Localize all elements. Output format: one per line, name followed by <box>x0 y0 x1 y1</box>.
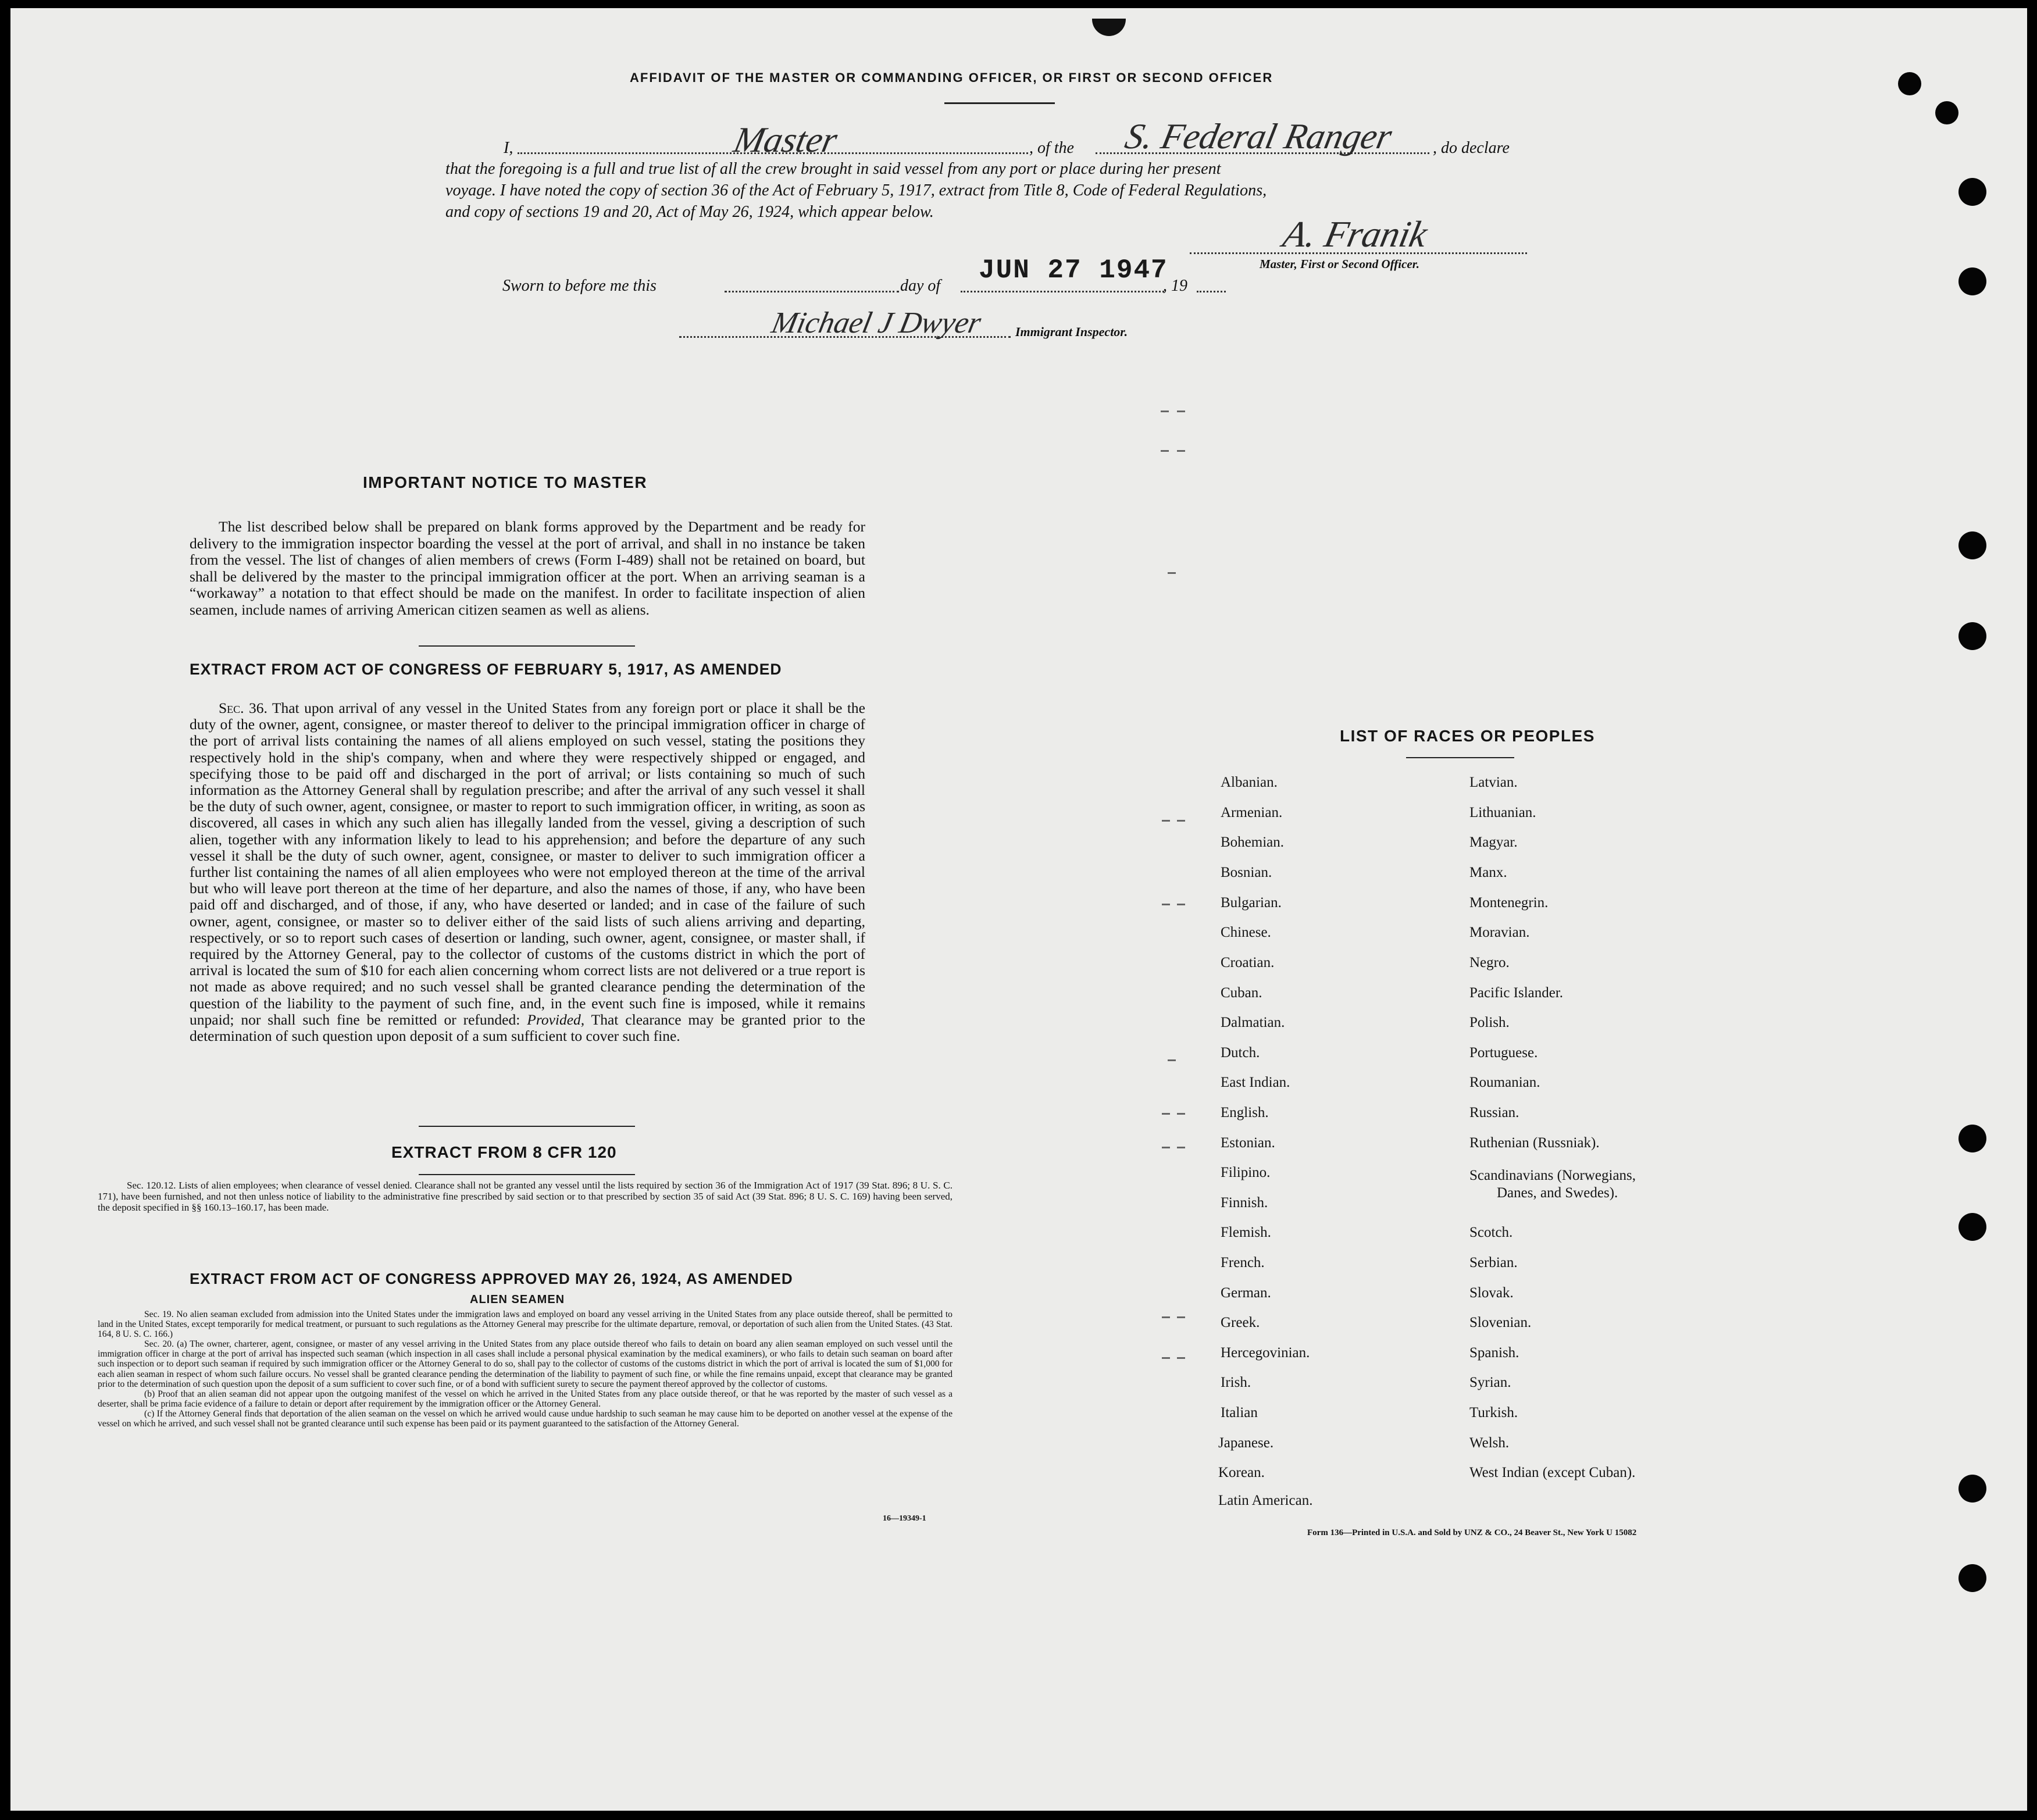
race-item: Danes, and Swedes). <box>1497 1185 1618 1201</box>
sec-20c-para: (c) If the Attorney General finds that deportation of the alien seaman on the vessel on which he arrived would cause undue hardship to such seaman he may cause him to be deported on another vessel at the expense of the vessel on which he arrived, and such vessel shall not be granted clearance until such expense has been paid or its payment guaranteed to the satisfaction of the Attorney General. <box>98 1408 952 1429</box>
notice-text <box>190 519 865 619</box>
declare-label: , do declare <box>1433 139 1510 157</box>
of-the-label: , of the <box>1029 139 1074 157</box>
dash-mark <box>1162 820 1170 822</box>
punch-hole <box>1935 101 1958 124</box>
race-item: Portuguese. <box>1469 1045 1538 1061</box>
race-item: Lithuanian. <box>1469 805 1536 820</box>
race-item: Finnish. <box>1221 1195 1268 1211</box>
race-item: Slovenian. <box>1469 1315 1532 1330</box>
extract-1924-title: EXTRACT FROM ACT OF CONGRESS APPROVED MAY 26, 1924, AS AMENDED <box>190 1270 793 1287</box>
affidavit-line-2: that the foregoing is a full and true list of all the crew brought in said vessel from any port or place during her present <box>445 160 1221 178</box>
race-item: Scotch. <box>1469 1225 1513 1240</box>
scan-blot <box>1092 19 1126 36</box>
race-item: Ruthenian (Russniak). <box>1469 1135 1600 1151</box>
races-title-rule <box>1406 757 1514 758</box>
sec-20b-para: (b) Proof that an alien seaman did not appear upon the outgoing manifest of the vessel on which he arrived in the United States from any place outside thereof, or that he was reported by the master of such vessel as a deserter, shall be prima facie evidence of a failure to detain or deport after requirement by the immigration officer or the Attorney General. <box>98 1389 952 1409</box>
form-footer: Form 136—Printed in U.S.A. and Sold by UNZ & CO., 24 Beaver St., New York U 15082 <box>1307 1528 1637 1537</box>
dash-mark <box>1162 1357 1170 1359</box>
extract-cfr-title-rule <box>419 1174 635 1175</box>
master-name-handwritten: Master <box>730 120 841 160</box>
race-item: Manx. <box>1469 865 1507 880</box>
race-item: Syrian. <box>1469 1375 1511 1390</box>
notice-title: IMPORTANT NOTICE TO MASTER <box>363 473 648 491</box>
sworn-year-line <box>1197 291 1226 292</box>
extract-1924-subtitle: ALIEN SEAMEN <box>470 1293 565 1306</box>
date-stamp: JUN 27 1947 <box>979 255 1168 286</box>
race-item: Slovak. <box>1469 1285 1514 1301</box>
race-item: Croatian. <box>1221 955 1275 970</box>
dash-mark <box>1161 450 1169 452</box>
affidavit-line-3: voyage. I have noted the copy of section 36 of the Act of February 5, 1917, extract from Title 8, Code of Federal Regulations, <box>445 181 1267 199</box>
race-item: Polish. <box>1469 1015 1510 1030</box>
dash-mark <box>1162 904 1170 905</box>
dash-mark <box>1162 1147 1170 1148</box>
race-item: West Indian (except Cuban). <box>1469 1465 1636 1480</box>
punch-hole <box>1898 72 1921 95</box>
race-item: Irish. <box>1221 1375 1251 1390</box>
race-item: Estonian. <box>1221 1135 1275 1151</box>
sworn-label: Sworn to before me this <box>502 277 657 295</box>
officer-caption: Master, First or Second Officer. <box>1260 257 1419 271</box>
sec-120-12-text: Lists of alien employees; when clearance of vessel denied. Clearance shall not be granted any vessel until the lists required by section 36 of the Immigration Act of 1917 (39 Stat. 896; 8 U. S. C. 171), have been furnished, and not then unless notice of liability to the administrative fine prescribed by said section or to that prescribed by section 35 of said Act (39 Stat. 896; 8 U. S. C. 169) having been served, the deposit specified in §§ 160.13–160.17, has been made. <box>98 1180 953 1213</box>
punch-hole <box>1958 1125 1986 1152</box>
extract-1917-title: EXTRACT FROM ACT OF CONGRESS OF FEBRUARY 5, 1917, AS AMENDED <box>190 661 782 678</box>
extract-cfr-text <box>98 1180 952 1213</box>
dash-mark <box>1177 1357 1185 1359</box>
affidavit-line-4: and copy of sections 19 and 20, Act of May 26, 1924, which appear below. <box>445 203 934 221</box>
affidavit-i-label: I, <box>504 139 513 157</box>
sec-20a-para <box>98 1339 952 1389</box>
inspector-caption: Immigrant Inspector. <box>1015 324 1128 339</box>
race-item: Spanish. <box>1469 1345 1519 1361</box>
race-item: Korean. <box>1218 1465 1265 1480</box>
race-item: Negro. <box>1469 955 1510 970</box>
dash-mark <box>1162 1113 1170 1115</box>
race-item: Dutch. <box>1221 1045 1260 1061</box>
races-title: LIST OF RACES OR PEOPLES <box>1340 727 1595 745</box>
dash-mark <box>1177 1316 1185 1318</box>
extract-1917-text <box>190 700 865 1044</box>
dash-mark <box>1177 411 1185 412</box>
punch-hole <box>1958 267 1986 295</box>
race-item: Russian. <box>1469 1105 1519 1120</box>
race-item: Greek. <box>1221 1315 1260 1330</box>
dash-mark <box>1168 572 1176 574</box>
punch-hole <box>1958 622 1986 650</box>
form-code: 16—19349-1 <box>883 1514 926 1523</box>
punch-hole <box>1958 178 1986 206</box>
sec-19-text: No alien seaman excluded from admission into the United States under the immigration laws and employed on board any vessel arriving in the United States from any place outside thereof, shall be permitted to land in the United States, except temporarily for medical treatment, or pursuant to such regulations as the Attorney General may prescribe for the ultimate departure, removal, or deportation of such alien from the United States. (43 Stat. 164, 8 U. S. C. 166.) <box>98 1309 952 1340</box>
extract-cfr-title: EXTRACT FROM 8 CFR 120 <box>391 1143 617 1161</box>
dash-mark <box>1177 1147 1185 1148</box>
race-item: Roumanian. <box>1469 1075 1540 1090</box>
race-item: Hercegovinian. <box>1221 1345 1310 1361</box>
race-item: Cuban. <box>1221 985 1262 1001</box>
race-item: Pacific Islander. <box>1469 985 1564 1001</box>
race-item: English. <box>1221 1105 1269 1120</box>
race-item: Scandinavians (Norwegians, <box>1469 1168 1636 1183</box>
dash-mark <box>1162 1316 1170 1318</box>
race-item: Japanese. <box>1218 1435 1274 1451</box>
race-item: East Indian. <box>1221 1075 1290 1090</box>
race-item: Flemish. <box>1221 1225 1271 1240</box>
race-item: German. <box>1221 1285 1271 1301</box>
form-page <box>10 8 2027 1811</box>
sec-19-para <box>98 1309 952 1339</box>
provided-label: Provided, <box>527 1011 585 1028</box>
race-item: Magyar. <box>1469 834 1518 850</box>
race-item: Serbian. <box>1469 1255 1518 1271</box>
punch-hole <box>1958 1564 1986 1592</box>
sec-36-text-end: That clearance may be granted prior to the determination of such question upon deposit of a sum sufficient to cover such fine. <box>190 1011 866 1045</box>
extract-1924-text <box>98 1309 952 1429</box>
punch-hole <box>1958 1475 1986 1503</box>
inspector-signature: Michael J Dwyer <box>768 306 984 340</box>
affidavit-title-rule <box>944 102 1055 104</box>
officer-signature: A. Franik <box>1279 213 1431 255</box>
race-item: Bohemian. <box>1221 834 1285 850</box>
punch-hole <box>1958 531 1986 559</box>
race-item: Dalmatian. <box>1221 1015 1285 1030</box>
race-item: Italian <box>1221 1405 1258 1421</box>
race-item: French. <box>1221 1255 1265 1271</box>
race-item: Latin American. <box>1218 1493 1313 1508</box>
dash-mark <box>1177 820 1185 822</box>
notice-text-body: The list described below shall be prepared on blank forms approved by the Department and be ready for delivery to the immigration inspector boarding the vessel at the port of arrival, and shall in no instance be taken from the vessel. The list of changes of alien members of crews (Form I-489) shall not be retained on board, but shall be delivered by the master to the principal immigration officer at the port. When an arriving seaman is a “workaway” a notation to that effect should be made on the manifest. In order to facilitate inspection of alien seamen, include names of arriving American citizen seamen as well as aliens. <box>190 518 865 618</box>
vessel-name-handwritten: S. Federal Ranger <box>1121 117 1396 156</box>
dash-mark <box>1161 411 1169 412</box>
dash-mark <box>1168 1059 1176 1061</box>
race-item: Turkish. <box>1469 1405 1518 1421</box>
sec-36-text: That upon arrival of any vessel in the United States from any foreign port or place it shall be the duty of the owner, agent, consignee, or master thereof to deliver to the principal immigration officer in charge of the port of arrival lists containing the names of all aliens employed on such vessel, stating the positions they respectively hold in the ship's company, when and where they were respectively shipped or engaged, and specifying those to be paid off and discharged in the port of arrival; or lists containing so much of such information as the Attorney General shall by regulation prescribe; and after the arrival of any such vessel it shall be the duty of such owner, agent, consignee, or master to report to such immigration officer, in writing, as soon as discovered, all cases in which any such alien has illegally landed from the vessel, giving a description of such alien, together with any information likely to lead to his apprehension; and before the departure of any such vessel it shall be the duty of such owner, agent, consignee, or master to deliver to such immigration officer a further list containing the names of all alien employees who were not employed thereon at the time of the arrival but who will leave port thereon at the time of her departure, and also the names of those, if any, who have been paid off and discharged, and of those, if any, who have deserted or landed; and in case of the failure of such owner, agent, consignee, or master so to deliver either of the said lists of such aliens arriving and departing, respectively, or so to report such cases of desertion or landing, such owner, agent, consignee, or master shall, if required by the Attorney General, pay to the collector of customs of the customs district in which the port of arrival is located the sum of $10 for each alien concerning whom correct lists are not delivered or a true report is not made as above required; and no such vessel shall be granted clearance pending the determination of the question of the liability to the payment of such fine, and, in the event such fine is imposed, while it remains unpaid; nor shall such fine be remitted or refunded: <box>190 700 866 1028</box>
sworn-month-line <box>961 291 1164 292</box>
sec-120-12-label: Sec. 120.12. <box>127 1180 176 1191</box>
sec-36-label: Sec. 36. <box>219 700 267 716</box>
race-item: Filipino. <box>1221 1165 1271 1180</box>
day-of-label: day of <box>900 277 941 295</box>
sec-20-label: Sec. 20. <box>144 1339 174 1350</box>
sworn-day-line <box>725 291 899 292</box>
dash-mark <box>1177 904 1185 905</box>
race-item: Bosnian. <box>1221 865 1272 880</box>
race-item: Latvian. <box>1469 775 1518 790</box>
dash-mark <box>1177 450 1185 452</box>
race-item: Chinese. <box>1221 925 1271 940</box>
notice-rule <box>419 645 635 647</box>
dash-mark <box>1177 1113 1185 1115</box>
race-item: Montenegrin. <box>1469 895 1549 911</box>
race-item: Albanian. <box>1221 775 1278 790</box>
race-item: Moravian. <box>1469 925 1530 940</box>
year-label: , 19 <box>1163 277 1187 295</box>
race-item: Armenian. <box>1221 805 1283 820</box>
punch-hole <box>1958 1213 1986 1241</box>
sec-19-label: Sec. 19. <box>144 1309 174 1319</box>
race-item: Bulgarian. <box>1221 895 1282 911</box>
affidavit-title: AFFIDAVIT OF THE MASTER OR COMMANDING OFFICER, OR FIRST OR SECOND OFFICER <box>630 70 1273 85</box>
race-item: Welsh. <box>1469 1435 1510 1451</box>
extract-1917-rule <box>419 1126 635 1127</box>
sec-20a-text: (a) The owner, charterer, agent, consignee, or master of any vessel arriving in the United States from any place outside thereof who fails to detain on board any alien seaman employed on such vessel until the immigration officer in charge at the port of arrival has inspected such seaman (which inspection in all cases shall include a personal physical examination by the medical examiners), or who fails to detain such seaman on board after such inspection or to deport such seaman if required by such immigration officer or the Attorney General to do so, shall pay to the collector of customs of the customs district in which the port of arrival is located the sum of $1,000 for each alien seaman in respect of whom such failure occurs. No vessel shall be granted clearance pending the determination of the liability to payment of such fine, or while the fine remains unpaid, except that clearance may be granted prior to the determination of such question upon the deposit of a sum sufficient to cover such fine, or of a bond with sufficient surety to secure the payment thereof approved by the collector of customs. <box>98 1339 953 1389</box>
